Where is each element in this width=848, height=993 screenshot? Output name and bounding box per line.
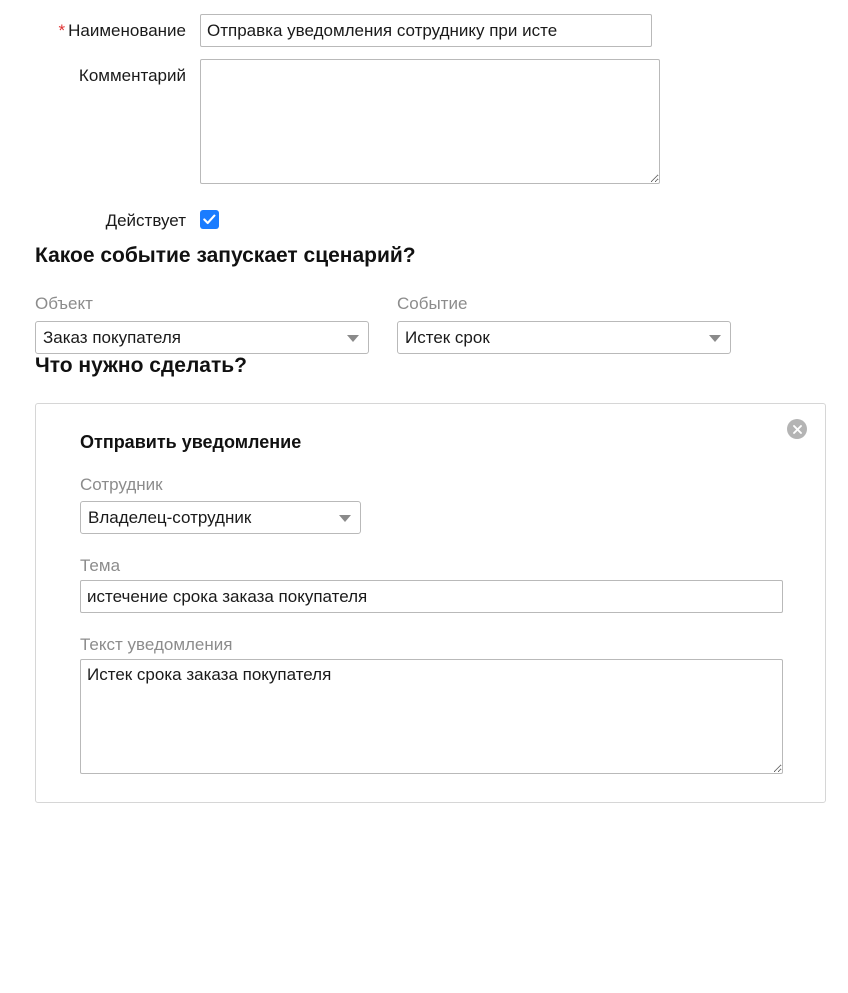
body-textarea[interactable] — [80, 659, 783, 774]
comment-row — [0, 59, 848, 189]
event-section-title: Какое событие запускает сценарий? — [35, 244, 416, 267]
object-select-value: Заказ покупателя — [43, 327, 182, 347]
name-label-text: Наименование — [68, 21, 186, 40]
active-label: Действует — [105, 211, 186, 230]
employee-select[interactable] — [80, 501, 361, 534]
chevron-down-icon — [347, 335, 359, 342]
subject-field — [36, 556, 825, 613]
subject-label: Тема — [80, 556, 121, 575]
name-label — [0, 14, 200, 42]
object-select-group — [35, 294, 369, 354]
event-selects-row — [0, 294, 848, 354]
action-card — [35, 403, 826, 803]
close-circle-icon[interactable] — [787, 419, 807, 439]
action-card-title: Отправить уведомление — [80, 432, 302, 452]
comment-textarea[interactable] — [200, 59, 660, 184]
todo-section-title: Что нужно сделать? — [35, 354, 248, 377]
close-icon — [792, 424, 803, 435]
employee-field — [36, 475, 825, 534]
required-marker: * — [58, 21, 66, 40]
chevron-down-icon — [339, 515, 351, 522]
active-field-col — [200, 207, 848, 227]
object-label: Объект — [35, 294, 93, 313]
name-input[interactable] — [200, 14, 652, 47]
event-select[interactable] — [397, 321, 731, 354]
event-select-value: Истек срок — [405, 327, 490, 347]
chevron-down-icon — [709, 335, 721, 342]
active-checkbox[interactable] — [200, 210, 219, 229]
active-row — [0, 207, 848, 232]
name-field-col — [200, 14, 848, 47]
event-label: Событие — [397, 294, 468, 313]
employee-label: Сотрудник — [80, 475, 163, 494]
comment-field-col — [200, 59, 848, 189]
name-row — [0, 14, 848, 47]
body-field — [36, 635, 825, 779]
check-icon — [203, 214, 216, 225]
employee-select-value: Владелец-сотрудник — [88, 507, 252, 527]
object-select[interactable] — [35, 321, 369, 354]
body-label: Текст уведомления — [80, 635, 233, 654]
subject-input[interactable] — [80, 580, 783, 613]
comment-label: Комментарий — [78, 66, 186, 85]
scenario-form — [0, 0, 848, 232]
event-select-group — [397, 294, 731, 354]
